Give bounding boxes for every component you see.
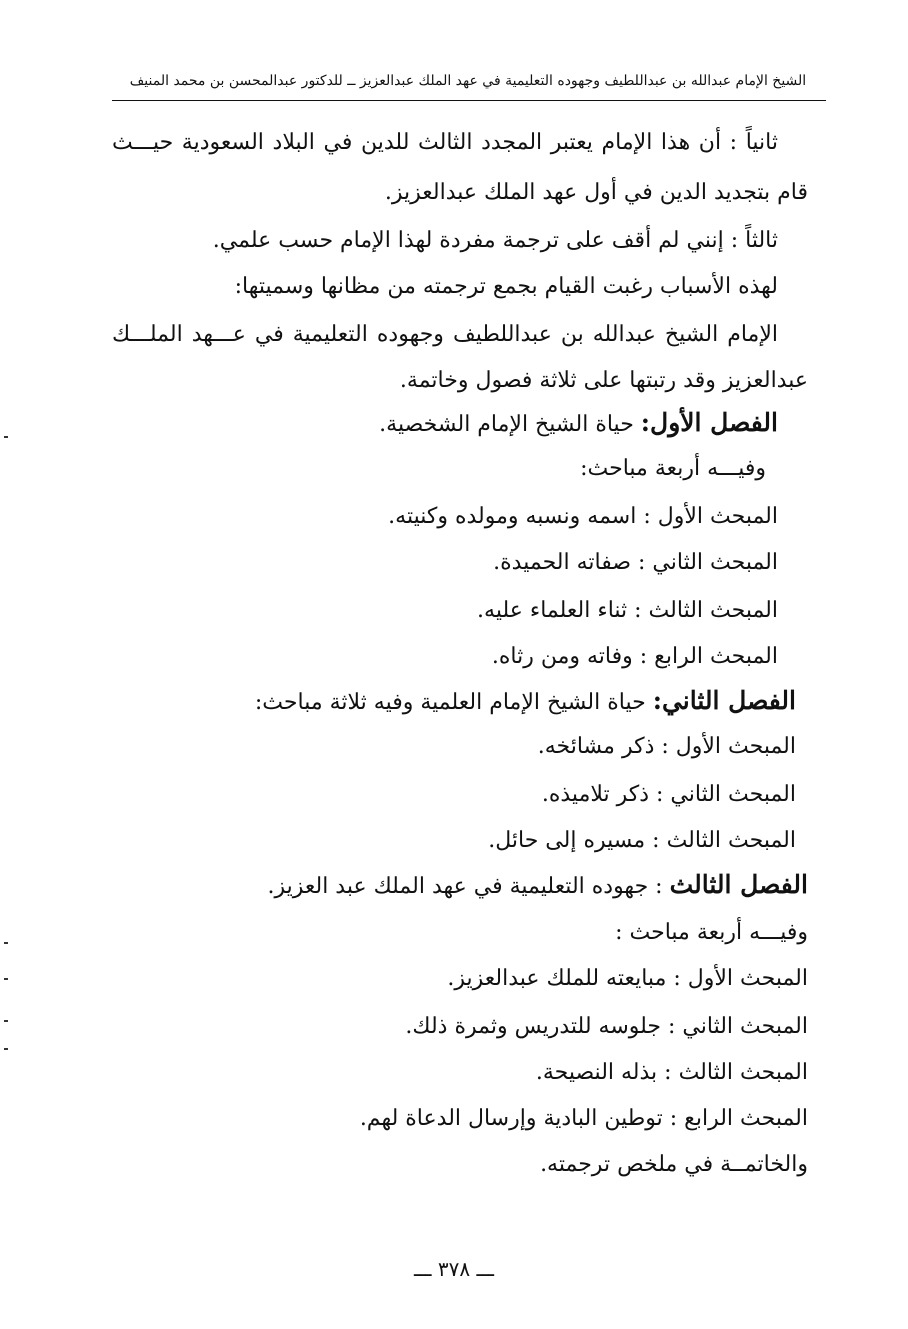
chapter-1-intro: وفيـــه أربعة مباحث: [580, 456, 766, 481]
chapter-3-section: المبحث الثاني : جلوسه للتدريس وثمرة ذلك. [405, 1014, 808, 1039]
page-number: ـــ ٣٧٨ ـــ [413, 1257, 495, 1281]
chapter-3-section: المبحث الرابع : توطين البادية وإرسال الدعاة لهم. [359, 1106, 808, 1131]
margin-mark [4, 1020, 8, 1022]
chapter-1-section: المبحث الثالث : ثناء العلماء عليه. [477, 598, 778, 623]
margin-mark [4, 1048, 8, 1050]
chapter-3-intro: وفيـــه أربعة مباحث : [615, 920, 808, 945]
chapter-2-section: المبحث الثالث : مسيره إلى حائل. [488, 828, 796, 853]
header-rule [112, 100, 826, 101]
running-head: الشيخ الإمام عبدالله بن عبداللطيف وجهوده التعليمية في عهد الملك عبدالعزيز ــ للدكتور عبدالمحسن بن محمد المنيف [129, 73, 807, 89]
chapter-3-title: : جهوده التعليمية في عهد الملك عبد العزيز. [267, 874, 670, 899]
chapter-3-label: الفصل الثالث [669, 870, 808, 899]
paragraph-line: لهذه الأسباب رغبت القيام بجمع ترجمته من مظانها وسميتها: [234, 274, 778, 299]
chapter-3-heading [267, 870, 808, 902]
chapter-1-heading [379, 408, 778, 440]
chapter-1-title: حياة الشيخ الإمام الشخصية. [379, 412, 641, 437]
chapter-3-section: المبحث الأول : مبايعته للملك عبدالعزيز. [447, 966, 808, 991]
chapter-2-section: المبحث الأول : ذكر مشائخه. [537, 734, 796, 759]
margin-mark [4, 978, 8, 980]
paragraph-line: الإمام الشيخ عبدالله بن عبداللطيف وجهوده التعليمية في عـــهد الملـــك [112, 322, 778, 347]
chapter-1-section: المبحث الرابع : وفاته ومن رثاه. [491, 644, 778, 669]
paragraph-line: ثالثاً : إنني لم أقف على ترجمة مفردة لهذا الإمام حسب علمي. [212, 228, 778, 253]
chapter-2-heading [255, 686, 796, 718]
chapter-1-section: المبحث الأول : اسمه ونسبه ومولده وكنيته. [388, 504, 778, 529]
chapter-2-section: المبحث الثاني : ذكر تلاميذه. [541, 782, 796, 807]
paragraph-line: ثانياً : أن هذا الإمام يعتبر المجدد الثالث للدين في البلاد السعودية حيـــث [112, 130, 778, 155]
paragraph-line: قام بتجديد الدين في أول عهد الملك عبدالعزيز. [384, 180, 808, 205]
margin-mark [4, 436, 8, 438]
chapter-2-title: حياة الشيخ الإمام العلمية وفيه ثلاثة مباحث: [254, 690, 653, 715]
conclusion-line: والخاتمــة في ملخص ترجمته. [540, 1152, 808, 1177]
chapter-1-section: المبحث الثاني : صفاته الحميدة. [493, 550, 778, 575]
paragraph-line: عبدالعزيز وقد رتبتها على ثلاثة فصول وخاتمة. [399, 368, 808, 393]
chapter-1-label: الفصل الأول: [640, 408, 778, 437]
chapter-3-section: المبحث الثالث : بذله النصيحة. [535, 1060, 808, 1085]
margin-mark [4, 942, 8, 944]
chapter-2-label: الفصل الثاني: [652, 686, 796, 715]
